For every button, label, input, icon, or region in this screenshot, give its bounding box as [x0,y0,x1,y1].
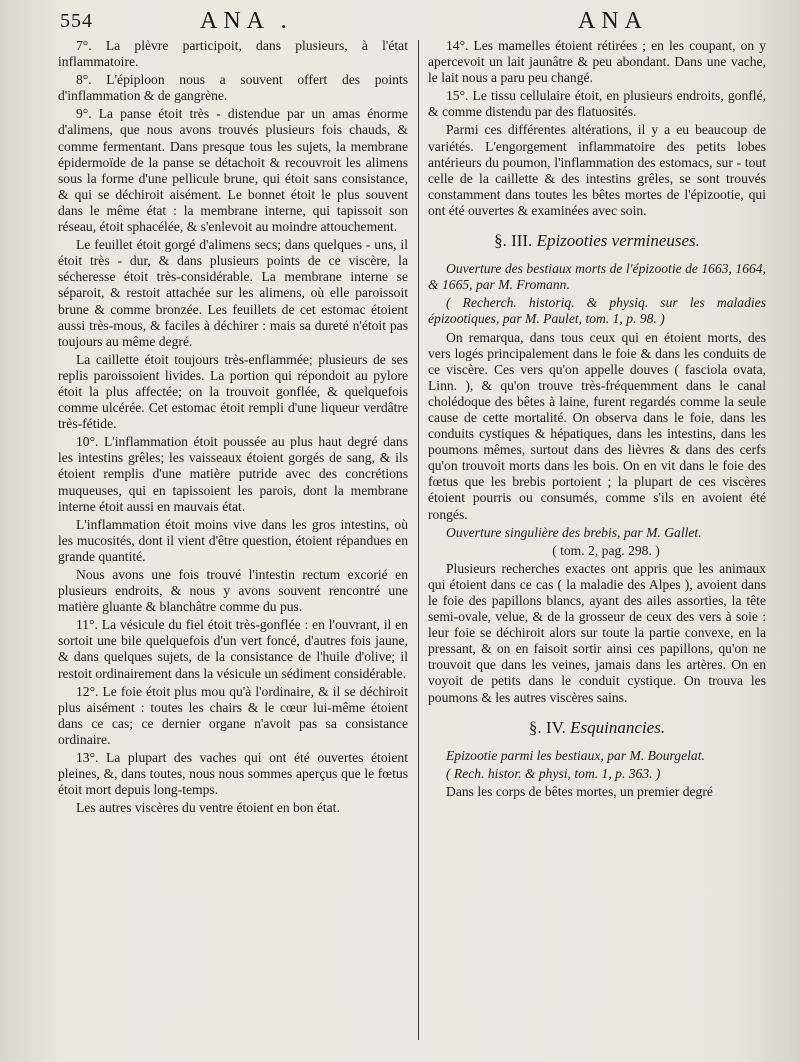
left-column [58,38,408,1053]
paragraph: La caillette étoit toujours très-enflammée; plusieurs de ses replis paroissoient livides. La portion qui répondoit au pylore étoit la plus affectée; on la trouvoit gonflée, & quelquefois comme ulcérée. Cet estomac étoit rempli d'une liqueur verdâtre très-fétide. [58,351,408,432]
paragraph: 11°. La vésicule du fiel étoit très-gonflée : en l'ouvrant, il en sortoit une bile quelquefois d'un vert foncé, d'autres fois jaune, & dans quelques sujets, de la consistance de l'huile d'olive; il restoit ordinairement dans la vésicule un sédiment considérable. [58,617,408,681]
paragraph: 14°. Les mamelles étoient rétirées ; en les coupant, on y apercevoit un lait jaunâtre & peu abondant. Dans une vache, le lait nous a paru peu changé. [428,38,766,86]
citation-title: Ouverture des bestiaux morts de l'épizootie de 1663, 1664, & 1665, par M. Fromann. [428,261,766,293]
paragraph: Le feuillet étoit gorgé d'alimens secs; dans quelques - uns, il étoit très - dur, & dans plusieurs points de ce viscère, la sécheresse étoit très-considérable. La membrane interne se séparoit, & restoit attachée sur les alimens, où elle paroissoit brune & comme bronzée. Les feuillets de cet estomac étoient aussi très-mous, & faciles à déchirer : mais sa dureté n'étoit pas toujours au même degré. [58,237,408,349]
paragraph: Nous avons une fois trouvé l'intestin rectum excorié en plusieurs endroits, & nous y avons souvent rencontré une matière gluante & blanchâtre comme du pus. [58,567,408,615]
paragraph: On remarqua, dans tous ceux qui en étoient morts, des vers logés principalement dans le foie & dans les conduits de ce viscère. Ces vers qu'on appelle douves ( fasciola ovata, Linn. ), & qu'on trouve très-fréquemment dans le canal cholédoque des bêtes à laine, furent regardés comme la seule cause de cette mortalité. On observa dans le foie, dans les conduits cystiques & hépatiques, dans les intestins, dans les poumons mêmes, surtout dans des lièvres & dans des cerfs qu'on trouvoit morts dans les bois. On en vit dans le foie des fœtus que les brebis portoient ; la plupart de ces viscères étoient pourris ou consumés, comme s'ils en avoient été rongés. [428,329,766,522]
running-head-right: ANA [578,8,648,34]
citation-reference: ( Rech. histor. & physi, tom. 1, p. 363. ) [446,765,661,781]
paragraph: L'inflammation étoit moins vive dans les gros intestins, où les mucosités, dont il vient d'être question, étoient répandues en grande quantité. [58,516,408,564]
citation-title: Epizootie parmi les bestiaux, par M. Bourgelat. [446,747,705,763]
paragraph: 7°. La plèvre participoit, dans plusieurs, à l'état inflammatoire. [58,38,408,70]
section-title: Epizooties vermineuses. [536,231,700,251]
section-title: Esquinancies. [570,717,666,737]
paragraph: 10°. L'inflammation étoit poussée au plus haut degré dans les intestins grêles; les vaisseaux étoient gorgés de sang, & ils étoient remplis d'une matière putride avec des concrétions muqueuses, qui en tapissoient les parois, dont la membrane interne étoit aussi en mauvais état. [58,434,408,514]
paragraph: 9°. La panse étoit très - distendue par un amas énorme d'alimens, que nous avons trouvés plusieurs fois chauds, & comme fermentant. Dans presque tous les sujets, la membrane épidermoïde de la panse se détachoit & recouvroit les alimens sous la forme d'une pellicule brune, qui étoit sans consistance, & qui se déchiroit aisément. Le bonnet étoit le plus souvent dans le même état : la membrane interne, qui tapissoit son réseau, étoit sphacélée, & s'enlevoit au moindre attouchement. [58,106,408,235]
running-head-left: ANA . [200,8,293,34]
right-column [428,38,766,1053]
section-heading-3 [428,233,766,249]
page-number: 554 [60,10,93,32]
citation-reference: ( Recherch. historiq. & physiq. sur les maladies épizootiques, par M. Paulet, tom. 1, p. 98. ) [428,295,766,327]
paragraph: Les autres viscères du ventre étoient en bon état. [76,800,340,816]
page-header [60,8,770,38]
paragraph: 12°. Le foie étoit plus mou qu'à l'ordinaire, & il se déchiroit plus aisément : toutes les chairs & le cœur lui-même étoient dans ce cas; ce dernier organe n'avoit pas sa consistance ordinaire. [58,683,408,747]
citation-title: Ouverture singulière des brebis, par M. Gallet. [446,524,702,540]
citation-reference: ( tom. 2, pag. 298. ) [552,542,660,558]
column-divider [418,40,419,1040]
section-heading-4 [428,717,766,737]
section-number: §. III. [494,231,533,251]
paragraph: Parmi ces différentes altérations, il y a eu beaucoup de variétés. L'engorgement inflammatoire des petits lobes antérieurs du poumon, l'inflammation des estomacs, sur - tout celle de la caillette & des intestins grêles, se sont trouvés constamment dans toutes les bêtes mortes de l'épizootie, qui ont été ouvertes & examinées avec soin. [428,122,766,218]
paragraph: 8°. L'épiploon nous a souvent offert des points d'inflammation & de gangrène. [58,72,408,104]
paragraph: 13°. La plupart des vaches qui ont été ouvertes étoient pleines, &, dans toutes, nous nous sommes aperçus que le fœtus étoit mort depuis long-temps. [58,750,408,798]
paragraph: Plusieurs recherches exactes ont appris que les animaux qui étoient dans ce cas ( la maladie des Alpes ), avoient dans le foie des papillons blancs, ayant des ailes assorties, la tête semi-ovale, velue, & de la grosseur de ceux des vers à soie : leur foie se déchiroit alors sur toute la partie convexe, en la pressant, & on en faisoit sortir ainsi ces papillons, qu'on ne trouvoit que dans les veines, jamais dans les artères. On en voyoit de petits dans le conduit cystique. On trouva les poumons & les autres viscères sains. [428,560,766,705]
paragraph: 15°. Le tissu cellulaire étoit, en plusieurs endroits, gonflé, & comme distendu par des flatuosités. [428,88,766,120]
section-number: §. IV. [528,717,566,737]
paragraph: Dans les corps de bêtes mortes, un premier degré [446,783,713,799]
